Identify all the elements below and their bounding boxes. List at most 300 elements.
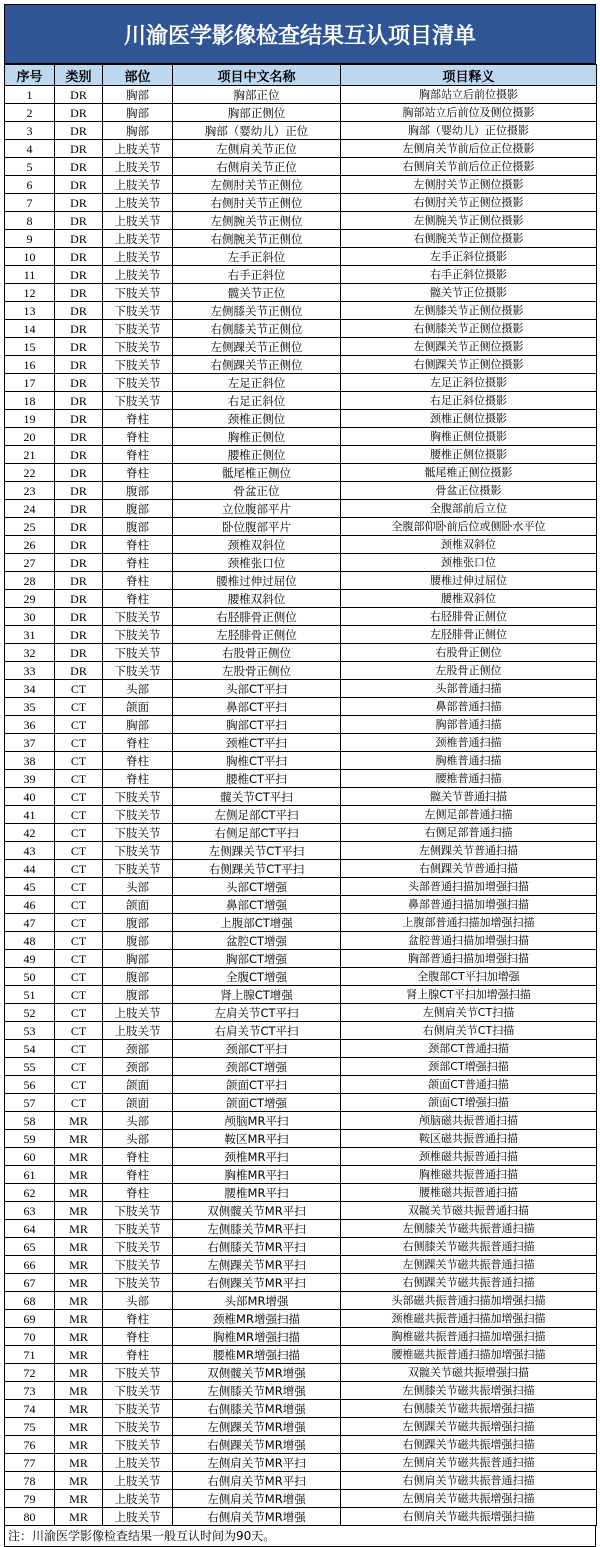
cell-category: CT bbox=[55, 878, 103, 896]
cell-body-part: 脊柱 bbox=[103, 428, 173, 446]
cell-project-description: 右侧踝关节磁共振增强扫描 bbox=[341, 1436, 597, 1454]
cell-body-part: 腹部 bbox=[103, 914, 173, 932]
table-row bbox=[5, 1130, 597, 1148]
table-row bbox=[5, 824, 597, 842]
cell-category: DR bbox=[55, 608, 103, 626]
cell-index: 67 bbox=[5, 1274, 55, 1292]
cell-index: 50 bbox=[5, 968, 55, 986]
cell-index: 7 bbox=[5, 194, 55, 212]
cell-project-name: 右侧踝关节MR增强 bbox=[173, 1436, 341, 1454]
cell-category: MR bbox=[55, 1310, 103, 1328]
cell-body-part: 腹部 bbox=[103, 518, 173, 536]
cell-index: 66 bbox=[5, 1256, 55, 1274]
cell-index: 74 bbox=[5, 1400, 55, 1418]
cell-index: 2 bbox=[5, 104, 55, 122]
cell-category: DR bbox=[55, 122, 103, 140]
cell-project-name: 双侧髋关节MR平扫 bbox=[173, 1202, 341, 1220]
cell-project-name: 腰椎过伸过屈位 bbox=[173, 572, 341, 590]
cell-category: MR bbox=[55, 1220, 103, 1238]
table-row bbox=[5, 842, 597, 860]
cell-project-description: 左侧肩关节磁共振普通扫描 bbox=[341, 1454, 597, 1472]
cell-category: DR bbox=[55, 302, 103, 320]
table-row bbox=[5, 878, 597, 896]
cell-category: DR bbox=[55, 644, 103, 662]
header-index: 序号 bbox=[5, 65, 55, 86]
cell-project-name: 左侧膝关节MR平扫 bbox=[173, 1220, 341, 1238]
cell-project-description: 左侧膝关节磁共振增强扫描 bbox=[341, 1382, 597, 1400]
cell-body-part: 颈部 bbox=[103, 1040, 173, 1058]
cell-body-part: 下肢关节 bbox=[103, 320, 173, 338]
cell-index: 47 bbox=[5, 914, 55, 932]
table-row bbox=[5, 806, 597, 824]
cell-index: 9 bbox=[5, 230, 55, 248]
cell-category: DR bbox=[55, 590, 103, 608]
table-row bbox=[5, 860, 597, 878]
cell-category: DR bbox=[55, 284, 103, 302]
cell-category: DR bbox=[55, 428, 103, 446]
cell-project-description: 左侧膝关节磁共振普通扫描 bbox=[341, 1220, 597, 1238]
cell-body-part: 脊柱 bbox=[103, 1148, 173, 1166]
table-row bbox=[5, 212, 597, 230]
table-row bbox=[5, 896, 597, 914]
table-row bbox=[5, 1328, 597, 1346]
cell-project-name: 髋关节CT平扫 bbox=[173, 788, 341, 806]
cell-project-name: 左胫腓骨正侧位 bbox=[173, 626, 341, 644]
cell-project-name: 左侧肘关节正侧位 bbox=[173, 176, 341, 194]
cell-project-description: 左侧肘关节正侧位摄影 bbox=[341, 176, 597, 194]
table-row bbox=[5, 410, 597, 428]
cell-category: MR bbox=[55, 1508, 103, 1526]
cell-category: DR bbox=[55, 482, 103, 500]
cell-body-part: 脊柱 bbox=[103, 590, 173, 608]
cell-body-part: 上肢关节 bbox=[103, 230, 173, 248]
cell-project-description: 胸部普通扫描加增强扫描 bbox=[341, 950, 597, 968]
cell-project-description: 全腹部仰卧前后位或侧卧水平位 bbox=[341, 518, 597, 536]
table-row bbox=[5, 1184, 597, 1202]
cell-project-name: 颈椎双斜位 bbox=[173, 536, 341, 554]
cell-body-part: 腹部 bbox=[103, 986, 173, 1004]
cell-project-description: 胸部站立后前位及侧位摄影 bbox=[341, 104, 597, 122]
cell-index: 64 bbox=[5, 1220, 55, 1238]
table-row bbox=[5, 950, 597, 968]
cell-project-description: 盆腔普通扫描加增强扫描 bbox=[341, 932, 597, 950]
cell-body-part: 上肢关节 bbox=[103, 158, 173, 176]
cell-body-part: 下肢关节 bbox=[103, 338, 173, 356]
cell-category: DR bbox=[55, 572, 103, 590]
cell-category: DR bbox=[55, 500, 103, 518]
table-row bbox=[5, 1436, 597, 1454]
cell-index: 21 bbox=[5, 446, 55, 464]
cell-project-name: 左侧踝关节CT平扫 bbox=[173, 842, 341, 860]
cell-category: CT bbox=[55, 788, 103, 806]
cell-project-name: 左侧肩关节MR平扫 bbox=[173, 1454, 341, 1472]
cell-body-part: 下肢关节 bbox=[103, 788, 173, 806]
cell-body-part: 胸部 bbox=[103, 104, 173, 122]
table-row bbox=[5, 104, 597, 122]
cell-project-name: 右手正斜位 bbox=[173, 266, 341, 284]
cell-category: DR bbox=[55, 338, 103, 356]
cell-category: CT bbox=[55, 1094, 103, 1112]
cell-body-part: 脊柱 bbox=[103, 1346, 173, 1364]
cell-project-name: 鼻部CT增强 bbox=[173, 896, 341, 914]
cell-project-name: 颈部CT增强 bbox=[173, 1058, 341, 1076]
cell-project-name: 右侧膝关节MR增强 bbox=[173, 1400, 341, 1418]
cell-category: DR bbox=[55, 392, 103, 410]
table-row bbox=[5, 608, 597, 626]
cell-body-part: 腹部 bbox=[103, 968, 173, 986]
table-row bbox=[5, 248, 597, 266]
cell-category: DR bbox=[55, 320, 103, 338]
cell-project-name: 胸部正位 bbox=[173, 86, 341, 104]
cell-project-description: 胸椎正侧位摄影 bbox=[341, 428, 597, 446]
cell-index: 57 bbox=[5, 1094, 55, 1112]
cell-category: CT bbox=[55, 806, 103, 824]
cell-body-part: 脊柱 bbox=[103, 734, 173, 752]
table-row bbox=[5, 518, 597, 536]
cell-body-part: 上肢关节 bbox=[103, 1472, 173, 1490]
cell-category: DR bbox=[55, 230, 103, 248]
cell-project-description: 左侧踝关节普通扫描 bbox=[341, 842, 597, 860]
table-row bbox=[5, 500, 597, 518]
cell-project-name: 左足正斜位 bbox=[173, 374, 341, 392]
cell-project-description: 左侧肩关节前后位正位摄影 bbox=[341, 140, 597, 158]
cell-category: CT bbox=[55, 1040, 103, 1058]
cell-category: DR bbox=[55, 248, 103, 266]
cell-project-name: 全腹CT增强 bbox=[173, 968, 341, 986]
cell-project-description: 鞍区磁共振普通扫描 bbox=[341, 1130, 597, 1148]
cell-category: MR bbox=[55, 1472, 103, 1490]
cell-body-part: 上肢关节 bbox=[103, 266, 173, 284]
cell-project-name: 鼻部CT平扫 bbox=[173, 698, 341, 716]
table-row bbox=[5, 158, 597, 176]
cell-body-part: 胸部 bbox=[103, 86, 173, 104]
table-row bbox=[5, 680, 597, 698]
cell-body-part: 胸部 bbox=[103, 716, 173, 734]
cell-project-name: 右侧腕关节正侧位 bbox=[173, 230, 341, 248]
cell-project-description: 左侧膝关节正侧位摄影 bbox=[341, 302, 597, 320]
table-row bbox=[5, 1202, 597, 1220]
table-row bbox=[5, 1454, 597, 1472]
cell-project-description: 右侧肘关节正侧位摄影 bbox=[341, 194, 597, 212]
cell-category: CT bbox=[55, 860, 103, 878]
cell-index: 6 bbox=[5, 176, 55, 194]
cell-project-name: 颌面CT平扫 bbox=[173, 1076, 341, 1094]
cell-category: MR bbox=[55, 1418, 103, 1436]
table-row bbox=[5, 1364, 597, 1382]
cell-project-name: 腰椎MR平扫 bbox=[173, 1184, 341, 1202]
cell-project-description: 左侧腕关节正侧位摄影 bbox=[341, 212, 597, 230]
cell-project-description: 腰椎正侧位摄影 bbox=[341, 446, 597, 464]
table-row bbox=[5, 1346, 597, 1364]
cell-index: 31 bbox=[5, 626, 55, 644]
cell-category: CT bbox=[55, 680, 103, 698]
cell-body-part: 下肢关节 bbox=[103, 1256, 173, 1274]
cell-category: DR bbox=[55, 554, 103, 572]
cell-index: 73 bbox=[5, 1382, 55, 1400]
cell-index: 49 bbox=[5, 950, 55, 968]
table-row bbox=[5, 770, 597, 788]
cell-category: DR bbox=[55, 410, 103, 428]
table-row bbox=[5, 1508, 597, 1526]
cell-body-part: 上肢关节 bbox=[103, 194, 173, 212]
table-row bbox=[5, 1076, 597, 1094]
cell-index: 70 bbox=[5, 1328, 55, 1346]
cell-category: MR bbox=[55, 1256, 103, 1274]
cell-project-description: 鼻部普通扫描 bbox=[341, 698, 597, 716]
table-row bbox=[5, 1274, 597, 1292]
table-row bbox=[5, 968, 597, 986]
cell-index: 68 bbox=[5, 1292, 55, 1310]
cell-project-description: 右侧膝关节磁共振普通扫描 bbox=[341, 1238, 597, 1256]
cell-project-name: 骶尾椎正侧位 bbox=[173, 464, 341, 482]
cell-project-name: 颈椎张口位 bbox=[173, 554, 341, 572]
cell-index: 5 bbox=[5, 158, 55, 176]
cell-project-description: 颈部CT普通扫描 bbox=[341, 1040, 597, 1058]
cell-project-description: 右足正斜位摄影 bbox=[341, 392, 597, 410]
cell-project-name: 右胫腓骨正侧位 bbox=[173, 608, 341, 626]
cell-project-name: 盆腔CT增强 bbox=[173, 932, 341, 950]
cell-project-name: 右足正斜位 bbox=[173, 392, 341, 410]
cell-project-name: 髋关节正位 bbox=[173, 284, 341, 302]
cell-project-name: 左侧踝关节正侧位 bbox=[173, 338, 341, 356]
cell-index: 40 bbox=[5, 788, 55, 806]
cell-project-name: 右侧膝关节MR平扫 bbox=[173, 1238, 341, 1256]
cell-project-name: 胸部CT平扫 bbox=[173, 716, 341, 734]
cell-project-description: 颈椎磁共振普通扫描加增强扫描 bbox=[341, 1310, 597, 1328]
cell-category: CT bbox=[55, 824, 103, 842]
cell-index: 26 bbox=[5, 536, 55, 554]
cell-index: 4 bbox=[5, 140, 55, 158]
cell-index: 61 bbox=[5, 1166, 55, 1184]
cell-project-name: 左侧足部CT平扫 bbox=[173, 806, 341, 824]
table-row bbox=[5, 752, 597, 770]
cell-project-name: 右股骨正侧位 bbox=[173, 644, 341, 662]
cell-body-part: 下肢关节 bbox=[103, 860, 173, 878]
cell-project-name: 左股骨正侧位 bbox=[173, 662, 341, 680]
cell-project-description: 左足正斜位摄影 bbox=[341, 374, 597, 392]
cell-body-part: 下肢关节 bbox=[103, 1418, 173, 1436]
cell-project-description: 右侧肩关节前后位正位摄影 bbox=[341, 158, 597, 176]
cell-project-description: 左侧肩关节磁共振增强扫描 bbox=[341, 1490, 597, 1508]
cell-category: CT bbox=[55, 932, 103, 950]
cell-project-name: 颌面CT增强 bbox=[173, 1094, 341, 1112]
cell-body-part: 颌面 bbox=[103, 698, 173, 716]
cell-project-name: 左侧肩关节正位 bbox=[173, 140, 341, 158]
cell-category: MR bbox=[55, 1292, 103, 1310]
cell-body-part: 下肢关节 bbox=[103, 1220, 173, 1238]
table-row bbox=[5, 698, 597, 716]
cell-project-description: 上腹部普通扫描加增强扫描 bbox=[341, 914, 597, 932]
cell-project-description: 左侧踝关节磁共振增强扫描 bbox=[341, 1418, 597, 1436]
table-row bbox=[5, 1022, 597, 1040]
cell-body-part: 下肢关节 bbox=[103, 842, 173, 860]
cell-index: 58 bbox=[5, 1112, 55, 1130]
cell-category: DR bbox=[55, 266, 103, 284]
cell-project-description: 右侧踝关节普通扫描 bbox=[341, 860, 597, 878]
cell-category: CT bbox=[55, 770, 103, 788]
cell-index: 77 bbox=[5, 1454, 55, 1472]
cell-category: MR bbox=[55, 1364, 103, 1382]
table-row bbox=[5, 176, 597, 194]
cell-project-description: 胸部（婴幼儿）正位摄影 bbox=[341, 122, 597, 140]
table-row bbox=[5, 1058, 597, 1076]
table-row bbox=[5, 626, 597, 644]
cell-index: 75 bbox=[5, 1418, 55, 1436]
cell-body-part: 下肢关节 bbox=[103, 824, 173, 842]
cell-category: MR bbox=[55, 1400, 103, 1418]
footnote: 注：川渝医学影像检查结果一般互认时间为90天。 bbox=[4, 1526, 596, 1547]
cell-category: MR bbox=[55, 1130, 103, 1148]
cell-category: CT bbox=[55, 914, 103, 932]
cell-category: CT bbox=[55, 734, 103, 752]
cell-body-part: 上肢关节 bbox=[103, 1004, 173, 1022]
table-header-row bbox=[5, 65, 597, 86]
cell-category: CT bbox=[55, 752, 103, 770]
cell-category: MR bbox=[55, 1112, 103, 1130]
cell-project-name: 头部MR增强 bbox=[173, 1292, 341, 1310]
cell-category: MR bbox=[55, 1184, 103, 1202]
cell-index: 53 bbox=[5, 1022, 55, 1040]
cell-project-description: 右侧肩关节CT扫描 bbox=[341, 1022, 597, 1040]
cell-body-part: 上肢关节 bbox=[103, 1454, 173, 1472]
cell-project-description: 髋关节普通扫描 bbox=[341, 788, 597, 806]
cell-body-part: 脊柱 bbox=[103, 1166, 173, 1184]
cell-project-description: 右侧踝关节磁共振普通扫描 bbox=[341, 1274, 597, 1292]
cell-body-part: 上肢关节 bbox=[103, 212, 173, 230]
cell-project-name: 右侧肩关节MR增强 bbox=[173, 1508, 341, 1526]
cell-body-part: 颌面 bbox=[103, 896, 173, 914]
cell-project-description: 胸椎普通扫描 bbox=[341, 752, 597, 770]
cell-category: CT bbox=[55, 950, 103, 968]
cell-category: CT bbox=[55, 1004, 103, 1022]
cell-index: 15 bbox=[5, 338, 55, 356]
cell-project-name: 左侧踝关节MR增强 bbox=[173, 1418, 341, 1436]
cell-category: MR bbox=[55, 1382, 103, 1400]
cell-project-description: 左手正斜位摄影 bbox=[341, 248, 597, 266]
cell-body-part: 脊柱 bbox=[103, 1184, 173, 1202]
cell-body-part: 头部 bbox=[103, 878, 173, 896]
cell-index: 54 bbox=[5, 1040, 55, 1058]
table-row bbox=[5, 428, 597, 446]
cell-category: MR bbox=[55, 1238, 103, 1256]
cell-project-description: 右侧腕关节正侧位摄影 bbox=[341, 230, 597, 248]
cell-project-description: 头部磁共振普通扫描加增强扫描 bbox=[341, 1292, 597, 1310]
cell-index: 11 bbox=[5, 266, 55, 284]
cell-body-part: 下肢关节 bbox=[103, 662, 173, 680]
cell-project-name: 骨盆正位 bbox=[173, 482, 341, 500]
cell-category: DR bbox=[55, 212, 103, 230]
cell-body-part: 颈部 bbox=[103, 1058, 173, 1076]
cell-category: MR bbox=[55, 1454, 103, 1472]
cell-body-part: 脊柱 bbox=[103, 572, 173, 590]
cell-index: 42 bbox=[5, 824, 55, 842]
cell-index: 43 bbox=[5, 842, 55, 860]
table-row bbox=[5, 1238, 597, 1256]
header-project-description: 项目释义 bbox=[341, 65, 597, 86]
cell-body-part: 脊柱 bbox=[103, 752, 173, 770]
cell-body-part: 脊柱 bbox=[103, 536, 173, 554]
cell-project-name: 左侧肩关节MR增强 bbox=[173, 1490, 341, 1508]
cell-project-name: 胸部正侧位 bbox=[173, 104, 341, 122]
cell-project-name: 颈椎CT平扫 bbox=[173, 734, 341, 752]
cell-project-name: 上腹部CT增强 bbox=[173, 914, 341, 932]
cell-project-name: 卧位腹部平片 bbox=[173, 518, 341, 536]
cell-category: MR bbox=[55, 1274, 103, 1292]
cell-project-description: 颈椎双斜位 bbox=[341, 536, 597, 554]
cell-project-name: 胸部（婴幼儿）正位 bbox=[173, 122, 341, 140]
cell-body-part: 胸部 bbox=[103, 122, 173, 140]
cell-body-part: 头部 bbox=[103, 1130, 173, 1148]
cell-project-name: 颈部CT平扫 bbox=[173, 1040, 341, 1058]
table-row bbox=[5, 788, 597, 806]
table-row bbox=[5, 446, 597, 464]
table-row bbox=[5, 914, 597, 932]
cell-index: 71 bbox=[5, 1346, 55, 1364]
cell-body-part: 头部 bbox=[103, 1292, 173, 1310]
cell-project-name: 右侧踝关节MR平扫 bbox=[173, 1274, 341, 1292]
cell-category: CT bbox=[55, 896, 103, 914]
table-row bbox=[5, 734, 597, 752]
cell-project-description: 全腹部CT平扫加增强 bbox=[341, 968, 597, 986]
cell-project-description: 骨盆正位摄影 bbox=[341, 482, 597, 500]
cell-category: DR bbox=[55, 374, 103, 392]
table-row bbox=[5, 356, 597, 374]
table-row bbox=[5, 1094, 597, 1112]
cell-project-name: 左侧膝关节正侧位 bbox=[173, 302, 341, 320]
cell-category: CT bbox=[55, 968, 103, 986]
cell-body-part: 头部 bbox=[103, 1112, 173, 1130]
cell-category: MR bbox=[55, 1166, 103, 1184]
cell-project-description: 右侧足部普通扫描 bbox=[341, 824, 597, 842]
header-project-name: 项目中文名称 bbox=[173, 65, 341, 86]
cell-project-name: 立位腹部平片 bbox=[173, 500, 341, 518]
cell-index: 10 bbox=[5, 248, 55, 266]
cell-project-name: 胸椎CT平扫 bbox=[173, 752, 341, 770]
cell-index: 78 bbox=[5, 1472, 55, 1490]
cell-body-part: 脊柱 bbox=[103, 770, 173, 788]
cell-index: 35 bbox=[5, 698, 55, 716]
table-row bbox=[5, 1220, 597, 1238]
cell-body-part: 下肢关节 bbox=[103, 806, 173, 824]
cell-project-description: 左侧踝关节正侧位摄影 bbox=[341, 338, 597, 356]
cell-category: DR bbox=[55, 158, 103, 176]
cell-category: MR bbox=[55, 1490, 103, 1508]
table-row bbox=[5, 554, 597, 572]
cell-project-name: 右肩关节CT平扫 bbox=[173, 1022, 341, 1040]
table-row bbox=[5, 1256, 597, 1274]
cell-project-description: 骶尾椎正侧位摄影 bbox=[341, 464, 597, 482]
cell-index: 38 bbox=[5, 752, 55, 770]
table-row bbox=[5, 194, 597, 212]
cell-project-description: 左股骨正侧位 bbox=[341, 662, 597, 680]
table-row bbox=[5, 536, 597, 554]
cell-category: DR bbox=[55, 176, 103, 194]
cell-project-description: 颈椎磁共振普通扫描 bbox=[341, 1148, 597, 1166]
table-row bbox=[5, 482, 597, 500]
cell-index: 20 bbox=[5, 428, 55, 446]
cell-body-part: 下肢关节 bbox=[103, 284, 173, 302]
cell-project-name: 胸椎MR增强扫描 bbox=[173, 1328, 341, 1346]
cell-project-name: 颅脑MR平扫 bbox=[173, 1112, 341, 1130]
cell-body-part: 下肢关节 bbox=[103, 1202, 173, 1220]
cell-index: 25 bbox=[5, 518, 55, 536]
cell-body-part: 下肢关节 bbox=[103, 356, 173, 374]
cell-project-description: 全腹部前后立位 bbox=[341, 500, 597, 518]
cell-project-description: 右侧膝关节正侧位摄影 bbox=[341, 320, 597, 338]
cell-project-description: 头部普通扫描加增强扫描 bbox=[341, 878, 597, 896]
table-row bbox=[5, 986, 597, 1004]
cell-project-description: 胸椎磁共振普通扫描 bbox=[341, 1166, 597, 1184]
